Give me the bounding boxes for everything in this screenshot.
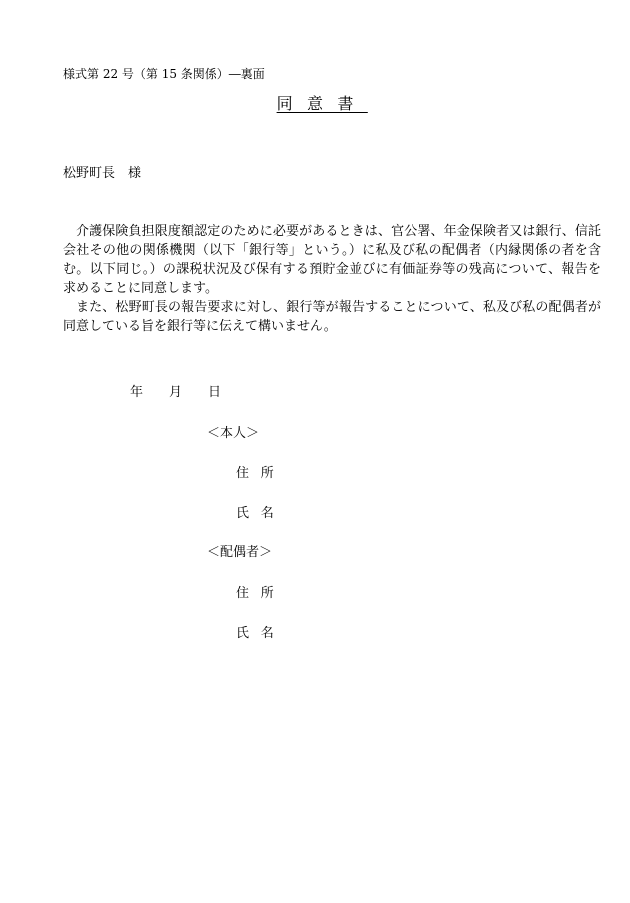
date-day-label: 日 (208, 385, 222, 400)
date-month-label: 月 (169, 385, 183, 400)
applicant-address-label: 住所 (236, 466, 286, 481)
consent-paragraph-1: 介護保険負担限度額認定のために必要があるときは、官公署、年金保険者又は銀行、信託会社その他の関係機関（以下「銀行等」という。）に私及び私の配偶者（内縁関係の者を含む。以下同じ。）の課税状況及び保有する預貯金並びに有価証券等の残高について、報告を求めることに同意します。 (63, 224, 601, 296)
spouse-name-label: 氏名 (236, 626, 286, 641)
spouse-address-label: 住所 (236, 586, 286, 601)
document-title-text: 同意書 (276, 94, 368, 113)
applicant-name-label: 氏名 (236, 506, 286, 521)
date-line (130, 384, 221, 402)
spouse-heading: ＜配偶者＞ (207, 545, 273, 560)
document-title (0, 94, 630, 114)
applicant-heading: ＜本人＞ (207, 426, 260, 441)
consent-body (63, 222, 601, 336)
addressee: 松野町長 様 (63, 166, 142, 181)
form-number: 様式第 22 号（第 15 条関係）―裏面 (63, 67, 265, 81)
consent-paragraph-2: また、松野町長の報告要求に対し、銀行等が報告することについて、私及び私の配偶者が同意している旨を銀行等に伝えて構いません。 (63, 300, 601, 334)
date-year-label: 年 (130, 385, 144, 400)
